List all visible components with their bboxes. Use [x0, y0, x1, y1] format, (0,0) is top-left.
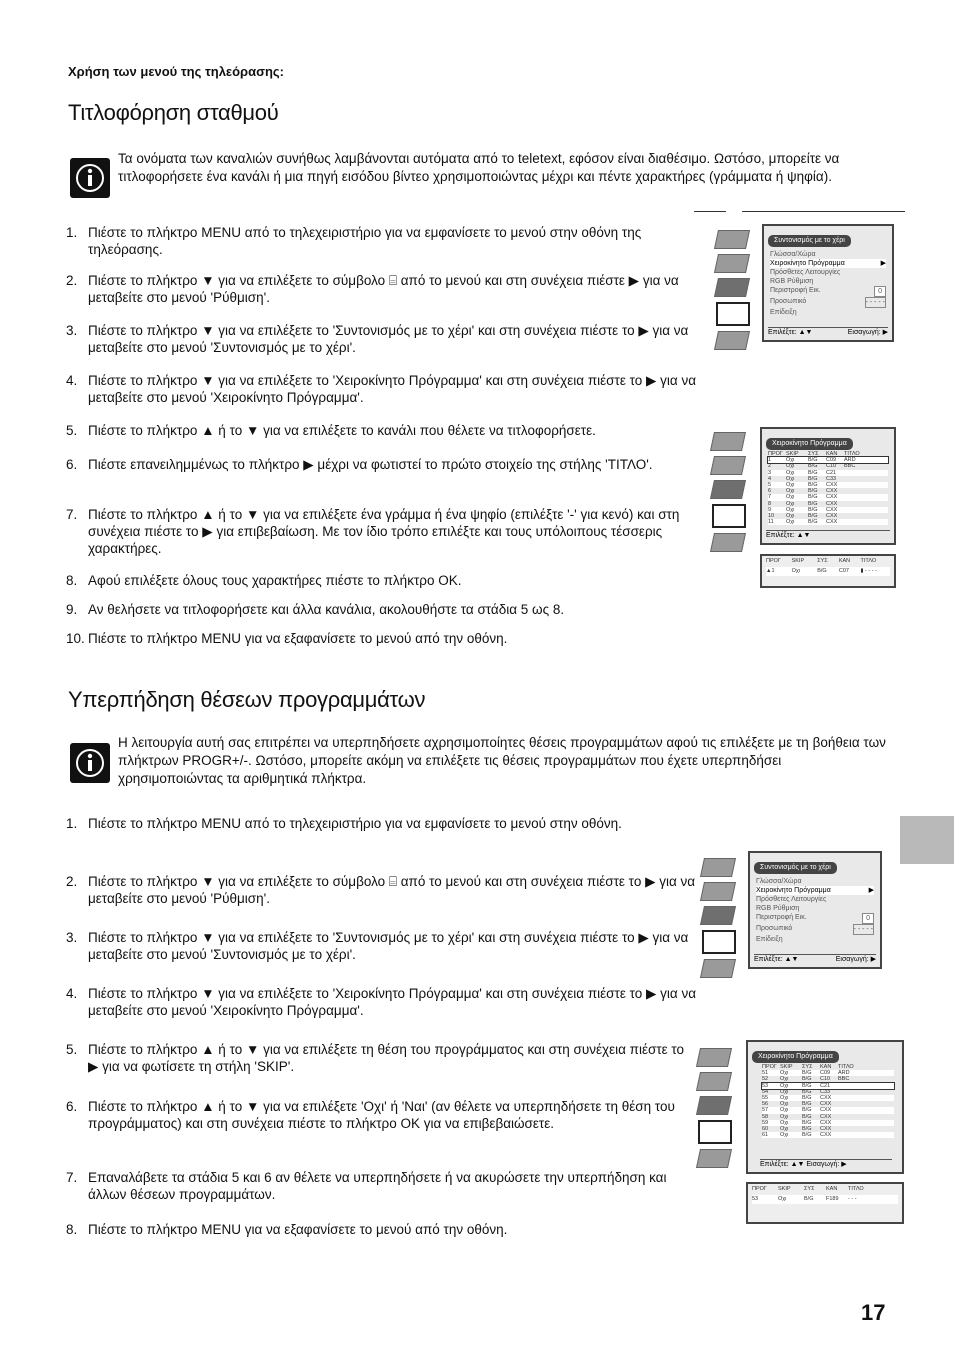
- table-cell: B/G: [802, 1101, 812, 1108]
- table-cell: CXX: [826, 482, 838, 489]
- step-item: [66, 224, 696, 258]
- table-cell: B/G: [802, 1132, 812, 1139]
- step-number: 2.: [66, 273, 78, 288]
- column-header: ΣΥΣ: [802, 1064, 813, 1070]
- step-item: [66, 422, 696, 439]
- table-cell: 5: [768, 482, 772, 489]
- table-cell: B/G: [808, 488, 818, 495]
- menu-title: Χειροκίνητο Πρόγραμμα: [766, 438, 853, 450]
- menu-icon-column: [716, 230, 750, 350]
- arrow-right-icon: ▶: [880, 260, 886, 267]
- table-cell: C21: [826, 469, 837, 476]
- menu-item[interactable]: [770, 308, 886, 317]
- menu-title: Συντονισμός με το χέρι: [768, 235, 851, 247]
- table-cell: B/G: [808, 519, 818, 526]
- table-cell: CXX: [820, 1113, 832, 1120]
- menu-item-label: Χειροκίνητο Πρόγραμμα: [770, 260, 845, 267]
- page-number: 17: [861, 1300, 886, 1325]
- table-cell: B/G: [808, 494, 818, 501]
- menu-item[interactable]: [770, 277, 886, 286]
- personal-value: - - - - -: [865, 299, 885, 306]
- menu-item-label: Επίδειξη: [770, 309, 797, 316]
- table-cell: ARD: [844, 457, 856, 464]
- table-cell: 58: [762, 1113, 769, 1120]
- strip-row[interactable]: [752, 1195, 898, 1204]
- features-icon: [696, 1096, 732, 1115]
- step-number: 7.: [66, 507, 78, 522]
- step-number: 8.: [66, 1222, 78, 1237]
- arrow-right-icon: ▶: [868, 887, 874, 894]
- table-cell: CXX: [820, 1095, 832, 1102]
- table-cell: Οχι: [780, 1126, 789, 1133]
- steps-list-skip-programs: [66, 815, 696, 1245]
- table-cell: CXX: [820, 1119, 832, 1126]
- column-header: ΠΡΟΓ: [768, 451, 783, 457]
- strip-header: [766, 558, 890, 564]
- strip-cell: 53: [752, 1196, 759, 1202]
- table-cell: 3: [768, 469, 772, 476]
- menu-item[interactable]: [756, 904, 874, 913]
- table-cell: Οχι: [780, 1132, 789, 1139]
- table-cell: C33: [826, 475, 837, 482]
- table-cell: BBC: [838, 1076, 850, 1083]
- menu-icon-column: [702, 858, 736, 978]
- step-text: Πιέστε το πλήκτρο ▼ για να επιλέξετε το 'Χειροκίνητο Πρόγραμμα' και στη συνέχεια πιέστε το ▶ για να μεταβείτε στο μενού 'Χειροκίνητο Πρόγραμμα'.: [88, 986, 697, 1018]
- menu-item-label: Προσωπικό: [770, 298, 807, 305]
- table-cell: 11: [768, 519, 774, 526]
- table-cell: 52: [762, 1076, 769, 1083]
- table-cell: 2: [768, 463, 772, 470]
- info-icon: [70, 158, 110, 198]
- step-number: 5.: [66, 423, 78, 438]
- setup-icon: [712, 504, 746, 528]
- step-item: [66, 815, 696, 832]
- step-text: Πιέστε το πλήκτρο MENU για να εξαφανίσετε το μενού από την οθόνη.: [88, 631, 508, 646]
- step-number: 6.: [66, 457, 78, 472]
- table-cell: Οχι: [786, 519, 795, 526]
- strip-cell: B/G: [817, 568, 827, 574]
- step-text: Αφού επιλέξετε όλους τους χαρακτήρες πιέστε το πλήκτρο OK.: [88, 573, 462, 588]
- setup-icon: [698, 1120, 732, 1144]
- step-item: [66, 601, 696, 618]
- menu-item-label: Περιστροφή Εικ.: [770, 287, 821, 294]
- table-cell: 10: [768, 513, 775, 520]
- column-header: ΣΥΣ: [808, 451, 819, 457]
- step-item: [66, 506, 696, 557]
- table-cell: B/G: [802, 1082, 812, 1089]
- table-cell: Οχι: [780, 1101, 789, 1108]
- table-cell: 51: [762, 1070, 769, 1077]
- section-intro: Η λειτουργία αυτή σας επιτρέπει να υπερπηδήσετε αχρησιμοποίητες θέσεις προγραμμάτων αφού τις επιλέξετε με τη βοήθεια των πλήκτρων PROGR+/-. Ωστόσο, μπορείτε ακόμη να επιλέξετε τις θέσεις προγραμμάτων που έχετε υπερπηδήσει χρησιμοποιώντας τα αριθμητικά πλήκτρα.: [118, 735, 886, 786]
- column-header: ΠΡΟΓ: [762, 1064, 777, 1070]
- step-number: 4.: [66, 986, 78, 1001]
- table-cell: 4: [768, 475, 772, 482]
- preset-icon: [700, 959, 736, 978]
- table-cell: 57: [762, 1107, 769, 1114]
- column-header: SKIP: [778, 1186, 791, 1192]
- step-text: Πιέστε το πλήκτρο MENU από το τηλεχειριστήριο για να εμφανίσετε το μενού στην οθόνη.: [88, 816, 622, 831]
- step-number: 6.: [66, 1099, 78, 1114]
- table-cell: B/G: [802, 1113, 812, 1120]
- table-cell: [844, 519, 866, 525]
- preset-icon: [696, 1149, 732, 1168]
- step-number: 8.: [66, 573, 78, 588]
- footer-select: Επιλέξτε: ▲▼: [754, 956, 799, 963]
- step-text: Πιέστε το πλήκτρο ▲ ή το ▼ για να επιλέξετε 'Οχι' ή 'Ναι' (αν θέλετε να υπερπηδήσετε τη θέση του προγράμματος) και στη συνέχεια πιέστε το πλήκτρο OK για να επιβεβαιώσετε.: [88, 1099, 675, 1131]
- menu-item-label: Γλώσσα/Χώρα: [756, 878, 802, 885]
- column-header: ΤΙΤΛΟ: [844, 451, 860, 457]
- table-cell: Οχι: [786, 482, 795, 489]
- picture-icon: [700, 858, 736, 877]
- column-header: ΚΑΝ: [820, 1064, 832, 1070]
- table-cell: BBC: [844, 463, 856, 470]
- menu-icon-column: [698, 1048, 732, 1168]
- footer-select: Επιλέξτε: ▲▼: [766, 530, 890, 541]
- strip-cell: Οχι: [778, 1196, 787, 1202]
- step-number: 9.: [66, 602, 78, 617]
- table-cell: CXX: [826, 513, 838, 520]
- menu-item-label: Γλώσσα/Χώρα: [770, 251, 816, 258]
- menu-item-label: RGB Ρύθμιση: [756, 905, 800, 912]
- page-header-label: Χρήση των μενού της τηλεόρασης:: [68, 64, 284, 79]
- table-cell: CXX: [826, 500, 838, 507]
- picture-icon: [714, 230, 750, 249]
- menu-icon-column: [712, 432, 746, 552]
- step-item: [66, 372, 696, 406]
- column-header: ΣΥΣ: [804, 1186, 815, 1192]
- section-title-station-naming: Τιτλοφόρηση σταθμού: [68, 100, 279, 125]
- step-item: [66, 1041, 696, 1075]
- table-cell: Οχι: [780, 1070, 789, 1077]
- step-number: 5.: [66, 1042, 78, 1057]
- rotation-value: 0: [862, 913, 874, 924]
- table-cell: 9: [768, 506, 772, 513]
- menu-item[interactable]: [770, 250, 886, 259]
- table-cell: Οχι: [780, 1095, 789, 1102]
- step-item: [66, 630, 696, 647]
- features-icon: [700, 906, 736, 925]
- personal-value: - - - - -: [853, 926, 873, 933]
- table-cell: B/G: [808, 500, 818, 507]
- menu-item[interactable]: [770, 268, 886, 277]
- sound-icon: [710, 456, 746, 475]
- table-cell: 8: [768, 500, 772, 507]
- step-text: Αν θελήσετε να τιτλοφορήσετε και άλλα κανάλια, ακολουθήστε τα στάδια 5 ως 8.: [88, 602, 565, 617]
- manual-tuning-menu: [762, 224, 894, 342]
- column-header: ΚΑΝ: [826, 451, 838, 457]
- step-item: [66, 1169, 696, 1203]
- step-item: [66, 572, 696, 589]
- step-item: [66, 456, 696, 473]
- table-cell: Οχι: [786, 463, 795, 470]
- table-cell: 53: [762, 1082, 769, 1089]
- table-cell: 59: [762, 1119, 769, 1126]
- table-cell: 1: [768, 457, 772, 464]
- table-cell: 6: [768, 488, 772, 495]
- menu-title: Συντονισμός με το χέρι: [754, 862, 837, 874]
- picture-icon: [710, 432, 746, 451]
- table-cell: B/G: [808, 475, 818, 482]
- menu-item[interactable]: [756, 886, 874, 895]
- menu-item[interactable]: [756, 877, 874, 886]
- table-cell: B/G: [808, 457, 818, 464]
- divider: [742, 211, 905, 212]
- table-cell: 60: [762, 1126, 769, 1133]
- menu-item[interactable]: [770, 297, 886, 308]
- step-number: 1.: [66, 816, 78, 831]
- step-number: 3.: [66, 930, 78, 945]
- table-cell: Οχι: [780, 1119, 789, 1126]
- section-title-skip-programs: Υπερπήδηση θέσεων προγραμμάτων: [68, 687, 426, 712]
- table-cell: B/G: [802, 1088, 812, 1095]
- table-cell: B/G: [808, 506, 818, 513]
- table-cell: Οχι: [780, 1113, 789, 1120]
- sound-icon: [696, 1072, 732, 1091]
- table-cell: C10: [820, 1076, 831, 1083]
- table-cell: CXX: [820, 1126, 832, 1133]
- steps-list-station-naming: [66, 224, 696, 654]
- table-cell: CXX: [820, 1101, 832, 1108]
- step-text: Πιέστε το πλήκτρο ▼ για να επιλέξετε το 'Συντονισμός με το χέρι' και στη συνέχεια πιέστε το ▶ για να μεταβείτε στο μενού 'Συντονισμός με το χέρι'.: [88, 323, 689, 355]
- column-header: SKIP: [780, 1064, 793, 1070]
- column-header: ΤΙΤΛΟ: [838, 1064, 854, 1070]
- menu-item-label: Πρόσθετες Λειτουργίες: [770, 269, 841, 276]
- menu-item-label: Χειροκίνητο Πρόγραμμα: [756, 887, 831, 894]
- table-cell: Οχι: [786, 494, 795, 501]
- table-cell: B/G: [802, 1126, 812, 1133]
- table-cell: Οχι: [786, 488, 795, 495]
- strip-cell: ▮ - - - -: [860, 568, 877, 574]
- setup-icon: [702, 930, 736, 954]
- table-cell: C09: [826, 457, 837, 464]
- step-item: [66, 322, 696, 356]
- table-cell: CXX: [820, 1107, 832, 1114]
- table-cell: C10: [826, 463, 837, 470]
- column-header: ΤΙΤΛΟ: [848, 1186, 864, 1192]
- step-number: 10.: [66, 631, 85, 646]
- step-item: [66, 929, 696, 963]
- step-text: Πιέστε το πλήκτρο ▼ για να επιλέξετε το 'Χειροκίνητο Πρόγραμμα' και στη συνέχεια πιέστε το ▶ για να μεταβείτε στο μενού 'Χειροκίνητο Πρόγραμμα'.: [88, 373, 697, 405]
- table-cell: B/G: [802, 1095, 812, 1102]
- table-cell: B/G: [808, 463, 818, 470]
- table-cell: [838, 1132, 860, 1138]
- menu-item-label: Επίδειξη: [756, 936, 783, 943]
- manual-program-menu: [746, 1040, 904, 1174]
- menu-item-label: Περιστροφή Εικ.: [756, 914, 807, 921]
- table-cell: Οχι: [780, 1107, 789, 1114]
- step-text: Επαναλάβετε τα στάδια 5 και 6 αν θέλετε να υπερπηδήσετε ή να ακυρώσετε την υπερπήδηση και άλλων θέσεων προγραμμάτων.: [88, 1170, 667, 1202]
- step-text: Πιέστε το πλήκτρο ▲ ή το ▼ για να επιλέξετε τη θέση του προγράμματος και στη συνέχεια πιέστε το ▶ για να φωτίσετε τη στήλη 'SKIP'.: [88, 1042, 685, 1074]
- table-cell: 61: [762, 1132, 769, 1139]
- step-number: 4.: [66, 373, 78, 388]
- title-edit-strip: [760, 554, 896, 588]
- table-cell: B/G: [808, 513, 818, 520]
- sound-icon: [714, 254, 750, 273]
- table-cell: ARD: [838, 1070, 850, 1077]
- step-number: 2.: [66, 874, 78, 889]
- step-number: 7.: [66, 1170, 78, 1185]
- table-cell: Οχι: [786, 513, 795, 520]
- table-cell: Οχι: [786, 469, 795, 476]
- manual-program-menu: [760, 427, 896, 545]
- table-cell: CXX: [820, 1132, 832, 1139]
- menu-item[interactable]: [756, 924, 874, 935]
- table-cell: B/G: [808, 482, 818, 489]
- table-cell: 7: [768, 494, 772, 501]
- step-text: Πιέστε το πλήκτρο ▼ για να επιλέξετε το 'Συντονισμός με το χέρι' και στη συνέχεια πιέστε το ▶ για να μεταβείτε στο μενού 'Συντονισμός με το χέρι'.: [88, 930, 689, 962]
- step-number: 1.: [66, 225, 78, 240]
- step-text: Πιέστε το πλήκτρο MENU για να εξαφανίσετε το μενού από την οθόνη.: [88, 1222, 508, 1237]
- table-cell: Οχι: [786, 457, 795, 464]
- table-cell: B/G: [802, 1119, 812, 1126]
- table-row[interactable]: [762, 1132, 894, 1138]
- picture-icon: [696, 1048, 732, 1067]
- strip-header: [752, 1186, 898, 1192]
- table-cell: 55: [762, 1095, 769, 1102]
- strip-cell: Οχι: [791, 568, 800, 574]
- step-text: Πιέστε το πλήκτρο ▼ για να επιλέξετε το σύμβολο ⌸ από το μενού και στη συνέχεια πιέστε ▶ για να μεταβείτε στο μενού 'Ρύθμιση'.: [88, 273, 679, 305]
- table-cell: CXX: [826, 494, 838, 501]
- table-cell: C33: [820, 1088, 831, 1095]
- table-cell: CXX: [826, 506, 838, 513]
- step-item: [66, 985, 696, 1019]
- strip-cell: - - -: [848, 1196, 857, 1202]
- table-cell: CXX: [826, 519, 838, 526]
- menu-item[interactable]: [756, 935, 874, 944]
- menu-item-label: RGB Ρύθμιση: [770, 278, 814, 285]
- menu-item[interactable]: [756, 895, 874, 904]
- table-cell: Οχι: [780, 1088, 789, 1095]
- menu-item-label: Πρόσθετες Λειτουργίες: [756, 896, 827, 903]
- strip-cell: F189: [826, 1196, 839, 1202]
- preset-icon: [710, 533, 746, 552]
- features-icon: [714, 278, 750, 297]
- step-item: [66, 873, 696, 907]
- table-cell: C21: [820, 1082, 831, 1089]
- footer-enter: Εισαγωγή: ▶: [847, 329, 888, 336]
- menu-title: Χειροκίνητο Πρόγραμμα: [752, 1051, 839, 1063]
- step-text: Πιέστε το πλήκτρο MENU από το τηλεχειριστήριο για να εμφανίσετε το μενού στην οθόνη της τηλεόρασης.: [88, 225, 642, 257]
- strip-cell: B/G: [804, 1196, 814, 1202]
- strip-cell: C07: [838, 568, 849, 574]
- footer-enter: Εισαγωγή: ▶: [835, 956, 876, 963]
- menu-item[interactable]: [770, 259, 886, 268]
- chapter-tab: [900, 816, 954, 864]
- column-header: ΠΡΟΓ: [766, 558, 781, 564]
- column-header: ΤΙΤΛΟ: [860, 558, 877, 564]
- info-icon: [70, 743, 110, 783]
- divider: [694, 211, 726, 212]
- preset-icon: [714, 331, 750, 350]
- table-row[interactable]: [768, 519, 888, 525]
- step-item: [66, 1098, 696, 1132]
- skip-edit-strip: [746, 1182, 904, 1224]
- table-cell: B/G: [802, 1070, 812, 1077]
- table-cell: Οχι: [786, 500, 795, 507]
- column-header: SKIP: [786, 451, 799, 457]
- column-header: ΠΡΟΓ: [752, 1186, 767, 1192]
- strip-row[interactable]: [766, 567, 890, 576]
- step-item: [66, 1221, 696, 1238]
- footer-select-enter: Επιλέξτε: ▲▼ Εισαγωγή: ▶: [760, 1159, 892, 1170]
- table-cell: Οχι: [786, 506, 795, 513]
- step-item: [66, 272, 696, 306]
- column-header: SKIP: [791, 558, 805, 564]
- setup-icon: [716, 302, 750, 326]
- section-intro: Τα ονόματα των καναλιών συνήθως λαμβάνονται αυτόματα από το teletext, εφόσον είναι διαθέσιμο. Ωστόσο, μπορείτε να τιτλοφορήσετε ένα κανάλι ή μια πηγή εισόδου βίντεο χρησιμοποιώντας μέχρι και πέντε χαρακτήρες (γράμματα ή ψηφία).: [118, 151, 840, 184]
- strip-cell: ▲1: [766, 568, 775, 574]
- menu-item-label: Προσωπικό: [756, 925, 793, 932]
- rotation-value: 0: [874, 286, 886, 297]
- table-cell: Οχι: [780, 1082, 789, 1089]
- menu-item[interactable]: [770, 286, 886, 297]
- step-text: Πιέστε το πλήκτρο ▲ ή το ▼ για να επιλέξετε ένα γράμμα ή ένα ψηφίο (επιλέξτε '-' για κενό) και στη συνέχεια πιέστε το ▶ για επιβεβαίωση. Με τον ίδιο τρόπο επιλέξτε και τους υπόλοιπους τέσσερις χαρακτήρες.: [88, 507, 680, 556]
- sound-icon: [700, 882, 736, 901]
- column-header: ΣΥΣ: [817, 558, 828, 564]
- table-cell: CXX: [826, 488, 838, 495]
- features-icon: [710, 480, 746, 499]
- column-header: ΚΑΝ: [826, 1186, 838, 1192]
- manual-tuning-menu: [748, 851, 882, 969]
- step-text: Πιέστε το πλήκτρο ▼ για να επιλέξετε το σύμβολο ⌸ από το μενού και στη συνέχεια πιέστε το ▶ για να μεταβείτε στο μενού 'Ρύθμιση'.: [88, 874, 696, 906]
- step-number: 3.: [66, 323, 78, 338]
- table-cell: Οχι: [786, 475, 795, 482]
- table-cell: B/G: [802, 1107, 812, 1114]
- menu-item[interactable]: [756, 913, 874, 924]
- table-cell: 56: [762, 1101, 769, 1108]
- table-cell: Οχι: [780, 1076, 789, 1083]
- table-cell: 54: [762, 1088, 769, 1095]
- table-cell: B/G: [802, 1076, 812, 1083]
- table-cell: B/G: [808, 469, 818, 476]
- column-header: ΚΑΝ: [838, 558, 851, 564]
- table-cell: C09: [820, 1070, 831, 1077]
- step-text: Πιέστε επανειλημμένως το πλήκτρο ▶ μέχρι να φωτιστεί το πρώτο στοιχείο της στήλης 'ΤΙΤΛΟ'.: [88, 457, 653, 472]
- step-text: Πιέστε το πλήκτρο ▲ ή το ▼ για να επιλέξετε το κανάλι που θέλετε να τιτλοφορήσετε.: [88, 423, 596, 438]
- footer-select: Επιλέξτε: ▲▼: [768, 329, 813, 336]
